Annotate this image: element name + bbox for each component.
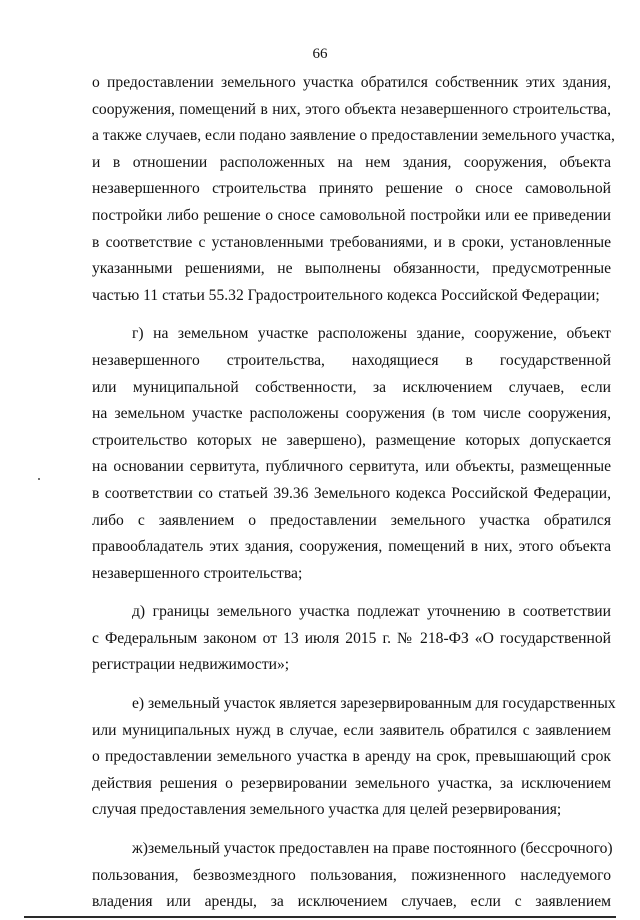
document-body	[92, 70, 616, 916]
text-line: незавершенного строительства;	[92, 564, 303, 582]
text-line: сооружения, помещений в них, этого объекта незавершенного строительства,	[92, 100, 611, 118]
text-line: с Федеральным законом от 13 июля 2015 г. № 218-ФЗ «О государственной	[92, 629, 611, 647]
text-line: пользования, безвозмездного пользования, пожизненного наследуемого	[92, 866, 611, 884]
text-line: строительство которых не завершено), размещение которых допускается	[92, 431, 611, 449]
text-line: незавершенного строительства, находящиеся в государственной	[92, 351, 611, 369]
text-line: частью 11 статьи 55.32 Градостроительного кодекса Российской Федерации;	[92, 286, 600, 304]
text-line: г) на земельном участке расположены здание, сооружение, объект	[132, 325, 611, 343]
text-line: в соответствии со статьей 39.36 Земельного кодекса Российской Федерации,	[92, 484, 611, 502]
text-line: а также случаев, если подано заявление о предоставлении земельного участка,	[92, 127, 615, 145]
paragraph-e	[92, 691, 616, 824]
scan-bottom-edge	[24, 916, 616, 918]
text-line: е) земельный участок является зарезервированным для государственных	[132, 695, 616, 713]
text-line: указанными решениями, не выполнены обязанности, предусмотренные	[92, 260, 611, 278]
paragraph-zh	[92, 836, 611, 916]
text-line: на основании сервитута, публичного сервитута, или объекты, размещенные	[92, 458, 611, 476]
text-line: ж)земельный участок предоставлен на праве постоянного (бессрочного)	[132, 840, 613, 858]
text-line: о предоставлении земельного участка обратился собственник этих здания,	[92, 74, 611, 91]
text-line: регистрации недвижимости»;	[92, 656, 290, 674]
page-number: 66	[312, 46, 328, 62]
text-line: случая предоставления земельного участка для целей резервирования;	[92, 801, 562, 819]
text-line: на земельном участке расположены сооружения (в том числе сооружения,	[92, 405, 611, 423]
text-line: и в отношении расположенных на нем здания, сооружения, объекта	[92, 153, 611, 171]
text-line: правообладатель этих здания, сооружения, помещений в них, этого объекта	[92, 538, 611, 556]
paragraph-g	[92, 321, 611, 587]
paragraph-continuation	[92, 70, 615, 309]
text-line: либо с заявлением о предоставлении земельного участка обратился	[92, 511, 611, 529]
text-line: владения или аренды, за исключением случаев, если с заявлением	[92, 893, 611, 911]
text-line: или муниципальной собственности, за исключением случаев, если	[92, 378, 611, 396]
text-line: в соответствие с установленными требованиями, и в сроки, установленные	[92, 233, 611, 251]
scan-speck	[38, 478, 40, 480]
text-line: д) границы земельного участка подлежат уточнению в соответствии	[132, 603, 611, 621]
text-line: действия решения о резервировании земельного участка, за исключением	[92, 774, 611, 792]
text-line: постройки либо решение о сносе самовольной постройки или ее приведении	[92, 206, 611, 224]
paragraph-d	[92, 599, 611, 679]
text-line: незавершенного строительства принято решение о сносе самовольной	[92, 180, 611, 198]
text-line: о предоставлении земельного участка в аренду на срок, превышающий срок	[92, 748, 611, 766]
text-line: или муниципальных нужд в случае, если заявитель обратился с заявлением	[92, 721, 611, 739]
